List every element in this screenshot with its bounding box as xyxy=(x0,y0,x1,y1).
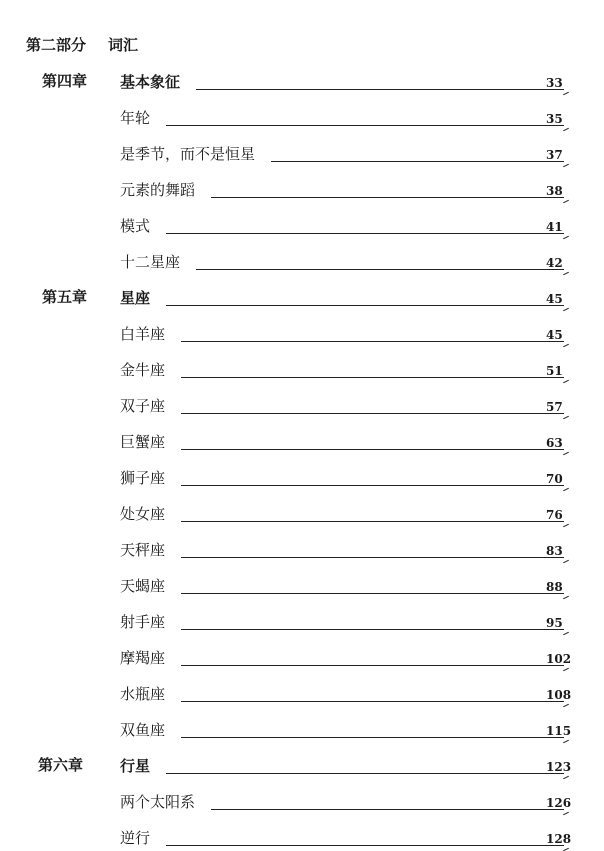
page-number: 76 xyxy=(546,508,563,522)
toc-entry[interactable] xyxy=(120,574,564,598)
leader-line xyxy=(196,269,564,270)
toc-entry[interactable] xyxy=(120,394,564,418)
leader-line xyxy=(181,377,564,378)
entry-title: 元素的舞蹈 xyxy=(120,181,196,199)
chapter-label: 第五章 xyxy=(42,288,88,306)
toc-row xyxy=(0,790,604,814)
toc-row xyxy=(0,466,604,490)
leader-line xyxy=(166,125,564,126)
toc-entry[interactable] xyxy=(120,286,564,310)
entry-title: 基本象征 xyxy=(120,73,181,91)
leader-line xyxy=(211,809,564,810)
toc-entry[interactable] xyxy=(120,790,564,814)
toc-row xyxy=(0,646,604,670)
leader-line xyxy=(181,413,564,414)
entry-title: 是季节，而不是恒星 xyxy=(120,145,256,163)
toc-row xyxy=(0,610,604,634)
toc-entry[interactable] xyxy=(120,106,564,130)
page-number: 37 xyxy=(546,148,563,162)
toc-entry[interactable] xyxy=(120,250,564,274)
page-number: 115 xyxy=(546,724,572,738)
entry-title: 十二星座 xyxy=(120,253,181,271)
entry-title: 天秤座 xyxy=(120,541,166,559)
entry-title: 模式 xyxy=(120,217,151,235)
toc-row xyxy=(0,826,604,850)
leader-line xyxy=(181,665,564,666)
toc-entry[interactable] xyxy=(120,142,564,166)
entry-title: 巨蟹座 xyxy=(120,433,166,451)
leader-line xyxy=(181,485,564,486)
toc-entry[interactable] xyxy=(120,682,564,706)
toc-row xyxy=(0,502,604,526)
toc-entry[interactable] xyxy=(120,538,564,562)
toc-entry[interactable] xyxy=(120,718,564,742)
toc-row xyxy=(0,358,604,382)
toc-entry[interactable] xyxy=(120,70,564,94)
entry-title: 两个太阳系 xyxy=(120,793,196,811)
toc-row xyxy=(0,682,604,706)
toc-row xyxy=(0,322,604,346)
page-number: 57 xyxy=(546,400,563,414)
entry-title: 年轮 xyxy=(120,109,151,127)
leader-line xyxy=(166,773,564,774)
toc-row xyxy=(0,718,604,742)
toc-row xyxy=(0,178,604,202)
toc-entry[interactable] xyxy=(120,358,564,382)
toc-entry[interactable] xyxy=(120,430,564,454)
page-number: 123 xyxy=(546,760,572,774)
chapter-label: 第六章 xyxy=(38,756,84,774)
toc-entry[interactable] xyxy=(120,214,564,238)
toc-row xyxy=(0,538,604,562)
leader-line xyxy=(211,197,564,198)
entry-title: 处女座 xyxy=(120,505,166,523)
toc-row xyxy=(0,574,604,598)
page-number: 33 xyxy=(546,76,563,90)
toc-row xyxy=(0,250,604,274)
part-heading xyxy=(26,34,138,55)
leader-line xyxy=(196,89,564,90)
toc-row xyxy=(0,754,604,778)
toc-entry[interactable] xyxy=(120,502,564,526)
leader-line xyxy=(181,629,564,630)
page-number: 42 xyxy=(546,256,563,270)
toc-entry[interactable] xyxy=(120,610,564,634)
leader-line xyxy=(181,449,564,450)
toc-entry[interactable] xyxy=(120,754,564,778)
page-number: 83 xyxy=(546,544,563,558)
page-number: 41 xyxy=(546,220,563,234)
entry-title: 白羊座 xyxy=(120,325,166,343)
entry-title: 摩羯座 xyxy=(120,649,166,667)
toc-row xyxy=(0,106,604,130)
entry-title: 天蝎座 xyxy=(120,577,166,595)
leader-line xyxy=(181,593,564,594)
leader-line xyxy=(181,521,564,522)
page-number: 128 xyxy=(546,832,572,846)
leader-line xyxy=(166,305,564,306)
toc-row xyxy=(0,430,604,454)
leader-line xyxy=(166,233,564,234)
page-number: 126 xyxy=(546,796,572,810)
entry-title: 逆行 xyxy=(120,829,151,847)
page-number: 45 xyxy=(546,292,563,306)
toc-row xyxy=(0,214,604,238)
page-number: 35 xyxy=(546,112,563,126)
entry-title: 狮子座 xyxy=(120,469,166,487)
page-number: 51 xyxy=(546,364,563,378)
page-number: 38 xyxy=(546,184,563,198)
page-number: 102 xyxy=(546,652,572,666)
leader-line xyxy=(181,557,564,558)
leader-line xyxy=(181,701,564,702)
entry-title: 金牛座 xyxy=(120,361,166,379)
entry-title: 星座 xyxy=(120,289,151,307)
entry-title: 水瓶座 xyxy=(120,685,166,703)
leader-line xyxy=(181,341,564,342)
toc-row xyxy=(0,286,604,310)
entry-title: 双子座 xyxy=(120,397,166,415)
toc-entry[interactable] xyxy=(120,178,564,202)
toc-row xyxy=(0,394,604,418)
toc-entry[interactable] xyxy=(120,646,564,670)
toc-entry[interactable] xyxy=(120,322,564,346)
toc-row xyxy=(0,142,604,166)
page-number: 70 xyxy=(546,472,563,486)
page-number: 88 xyxy=(546,580,563,594)
part-title: 词汇 xyxy=(108,36,139,54)
chapter-label: 第四章 xyxy=(42,72,88,90)
toc-entry[interactable] xyxy=(120,466,564,490)
entry-title: 双鱼座 xyxy=(120,721,166,739)
toc-entry[interactable] xyxy=(120,826,564,850)
toc-row xyxy=(0,70,604,94)
entry-title: 射手座 xyxy=(120,613,166,631)
page-number: 45 xyxy=(546,328,563,342)
page-number: 63 xyxy=(546,436,563,450)
leader-line xyxy=(271,161,564,162)
leader-line xyxy=(166,845,564,846)
page-number: 95 xyxy=(546,616,563,630)
part-label: 第二部分 xyxy=(26,36,87,54)
leader-line xyxy=(181,737,564,738)
entry-title: 行星 xyxy=(120,757,151,775)
page-number: 108 xyxy=(546,688,572,702)
